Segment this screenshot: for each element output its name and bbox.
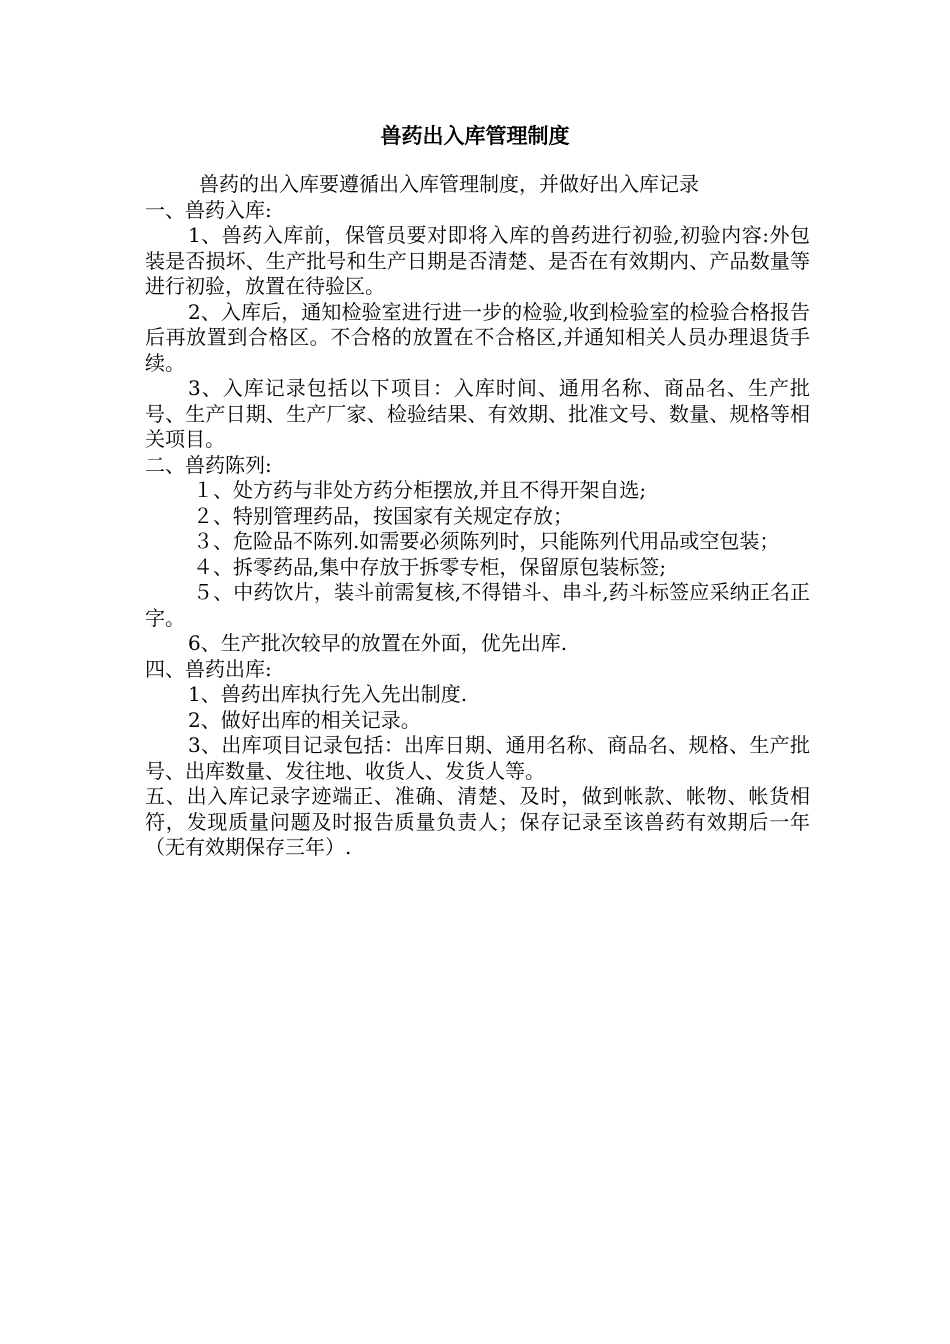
document-title: 兽药出入库管理制度 [380,124,570,148]
inbound-item-1: 1、兽药入库前，保管员要对即将入库的兽药进行初验,初验内容:外包装是否损坏、生产批号和生产日期是否清楚、是否在有效期内、产品数量等进行初验，放置在待验区。 [145,223,810,298]
display-item-1: １、处方药与非处方药分柜摆放,并且不得开架自选; [193,478,647,502]
display-item-5: ５、中药饮片，装斗前需复核,不得错斗、串斗,药斗标签应采纳正名正字。 [145,580,810,630]
document-body [145,172,810,861]
inbound-item-3: 3、入库记录包括以下项目：入库时间、通用名称、商品名、生产批号、生产日期、生产厂家、检验结果、有效期、批准文号、数量、规格等相关项目。 [145,376,810,451]
closing-paragraph: 五、出入库记录字迹端正、准确、清楚、及时，做到帐款、帐物、帐货相符，发现质量问题及时报告质量负责人；保存记录至该兽药有效期后一年（无有效期保存三年）. [145,784,810,859]
outbound-item-3: 3、出库项目记录包括：出库日期、通用名称、商品名、规格、生产批号、出库数量、发往地、收货人、发货人等。 [145,733,810,783]
section-heading-inbound: 一、兽药入库: [145,197,272,222]
intro-paragraph: 兽药的出入库要遵循出入库管理制度，并做好出入库记录 [199,172,699,196]
display-item-3: ３、危险品不陈列.如需要必须陈列时，只能陈列代用品或空包装； [193,529,780,553]
section-heading-outbound: 四、兽药出库: [145,656,272,681]
inbound-item-2: 2、入库后，通知检验室进行进一步的检验,收到检验室的检验合格报告后再放置到合格区。不合格的放置在不合格区,并通知相关人员办理退货手续。 [145,299,810,375]
section-heading-display: 二、兽药陈列: [145,452,272,477]
display-item-2: ２、特别管理药品，按国家有关规定存放； [193,503,573,528]
display-item-6: 6、生产批次较早的放置在外面，优先出库. [188,631,568,655]
display-item-4: ４、拆零药品,集中存放于拆零专柜，保留原包装标签; [193,554,667,579]
outbound-item-2: 2、做好出库的相关记录。 [188,707,421,732]
outbound-item-1: 1、兽药出库执行先入先出制度. [188,682,468,706]
